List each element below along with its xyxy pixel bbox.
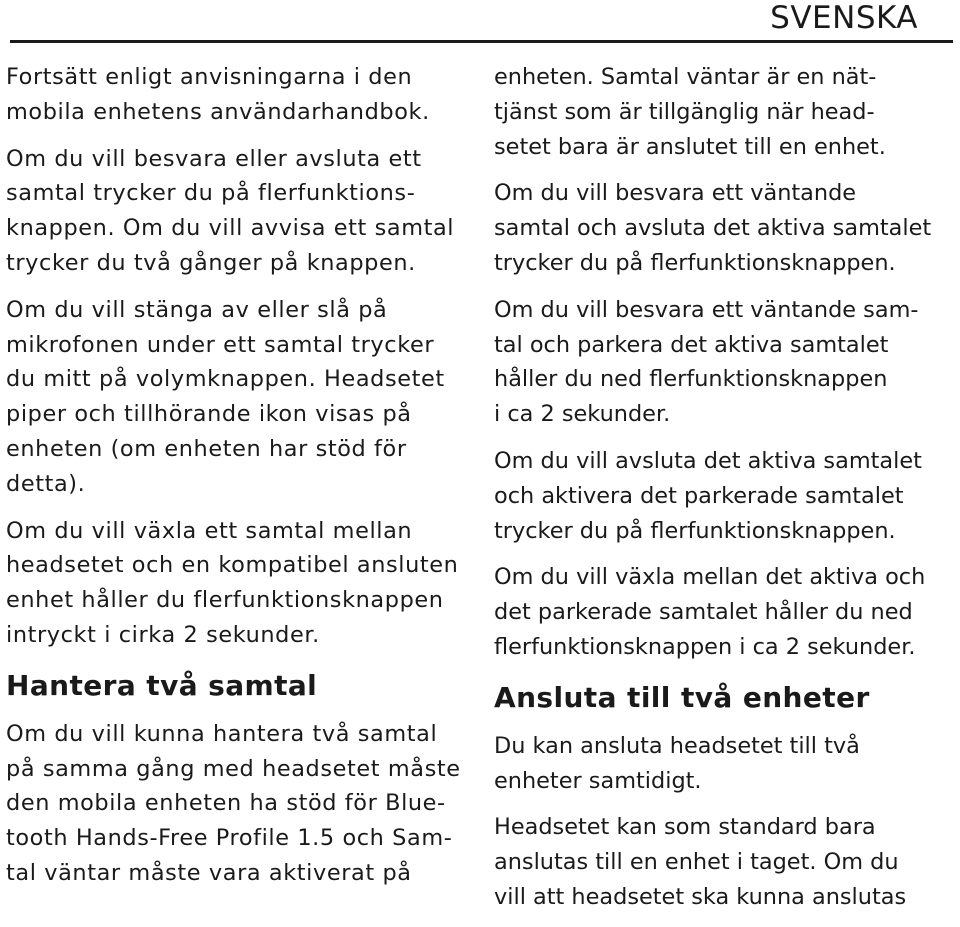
paragraph: Om du vill växla ett samtal mellan headsetet och en kompatibel ansluten enhet håller du flerfunktionsknappen intryckt i cirka 2 sekunder. [6, 517, 459, 648]
paragraph: Om du vill besvara ett väntande sam- tal och parkera det aktiva samtalet håller du ned flerfunktionsknappen i ca 2 sekunder. [494, 296, 919, 428]
header-rule [10, 40, 953, 43]
paragraph: Fortsätt enligt anvisningarna i den mobila enhetens användarhandbok. [6, 64, 430, 125]
paragraph: Du kan ansluta headsetet till två enheter samtidigt. [494, 732, 860, 794]
paragraph: Om du vill besvara ett väntande samtal och avsluta det aktiva samtalet trycker du på flerfunktionsknappen. [494, 180, 932, 276]
paragraph: Om du vill kunna hantera två samtal på samma gång med headsetet måste den mobila enheten ha stöd för Blue- tooth Hands-Free Profile 1.5 och Sam- tal väntar måste vara aktiverat på [6, 720, 461, 886]
paragraph: Om du vill växla mellan det aktiva och det parkerade samtalet håller du ned flerfunktionsknappen i ca 2 sekunder. [494, 564, 926, 660]
paragraph: Headsetet kan som standard bara anslutas till en enhet i taget. Om du vill att headsetet ska kunna anslutas [494, 814, 907, 910]
language-header: SVENSKA [770, 0, 918, 36]
paragraph: Om du vill stänga av eller slå på mikrofonen under ett samtal trycker du mitt på volymknappen. Headsetet piper och tillhörande ikon visas på enheten (om enheten har stöd för detta). [6, 296, 445, 497]
section-heading: Hantera två samtal [6, 668, 318, 702]
paragraph: Om du vill avsluta det aktiva samtalet och aktivera det parkerade samtalet trycker du på flerfunktionsknappen. [494, 447, 922, 544]
paragraph: enheten. Samtal väntar är en nät- tjänst som är tillgänglig när head- setet bara är anslutet till en enhet. [494, 64, 886, 160]
paragraph: Om du vill besvara eller avsluta ett samtal trycker du på flerfunktions- knappen. Om du vill avvisa ett samtal trycker du två gånger på knappen. [6, 145, 455, 276]
left-column [6, 60, 474, 903]
section-heading: Ansluta till två enheter [494, 680, 870, 714]
right-column [494, 60, 954, 927]
